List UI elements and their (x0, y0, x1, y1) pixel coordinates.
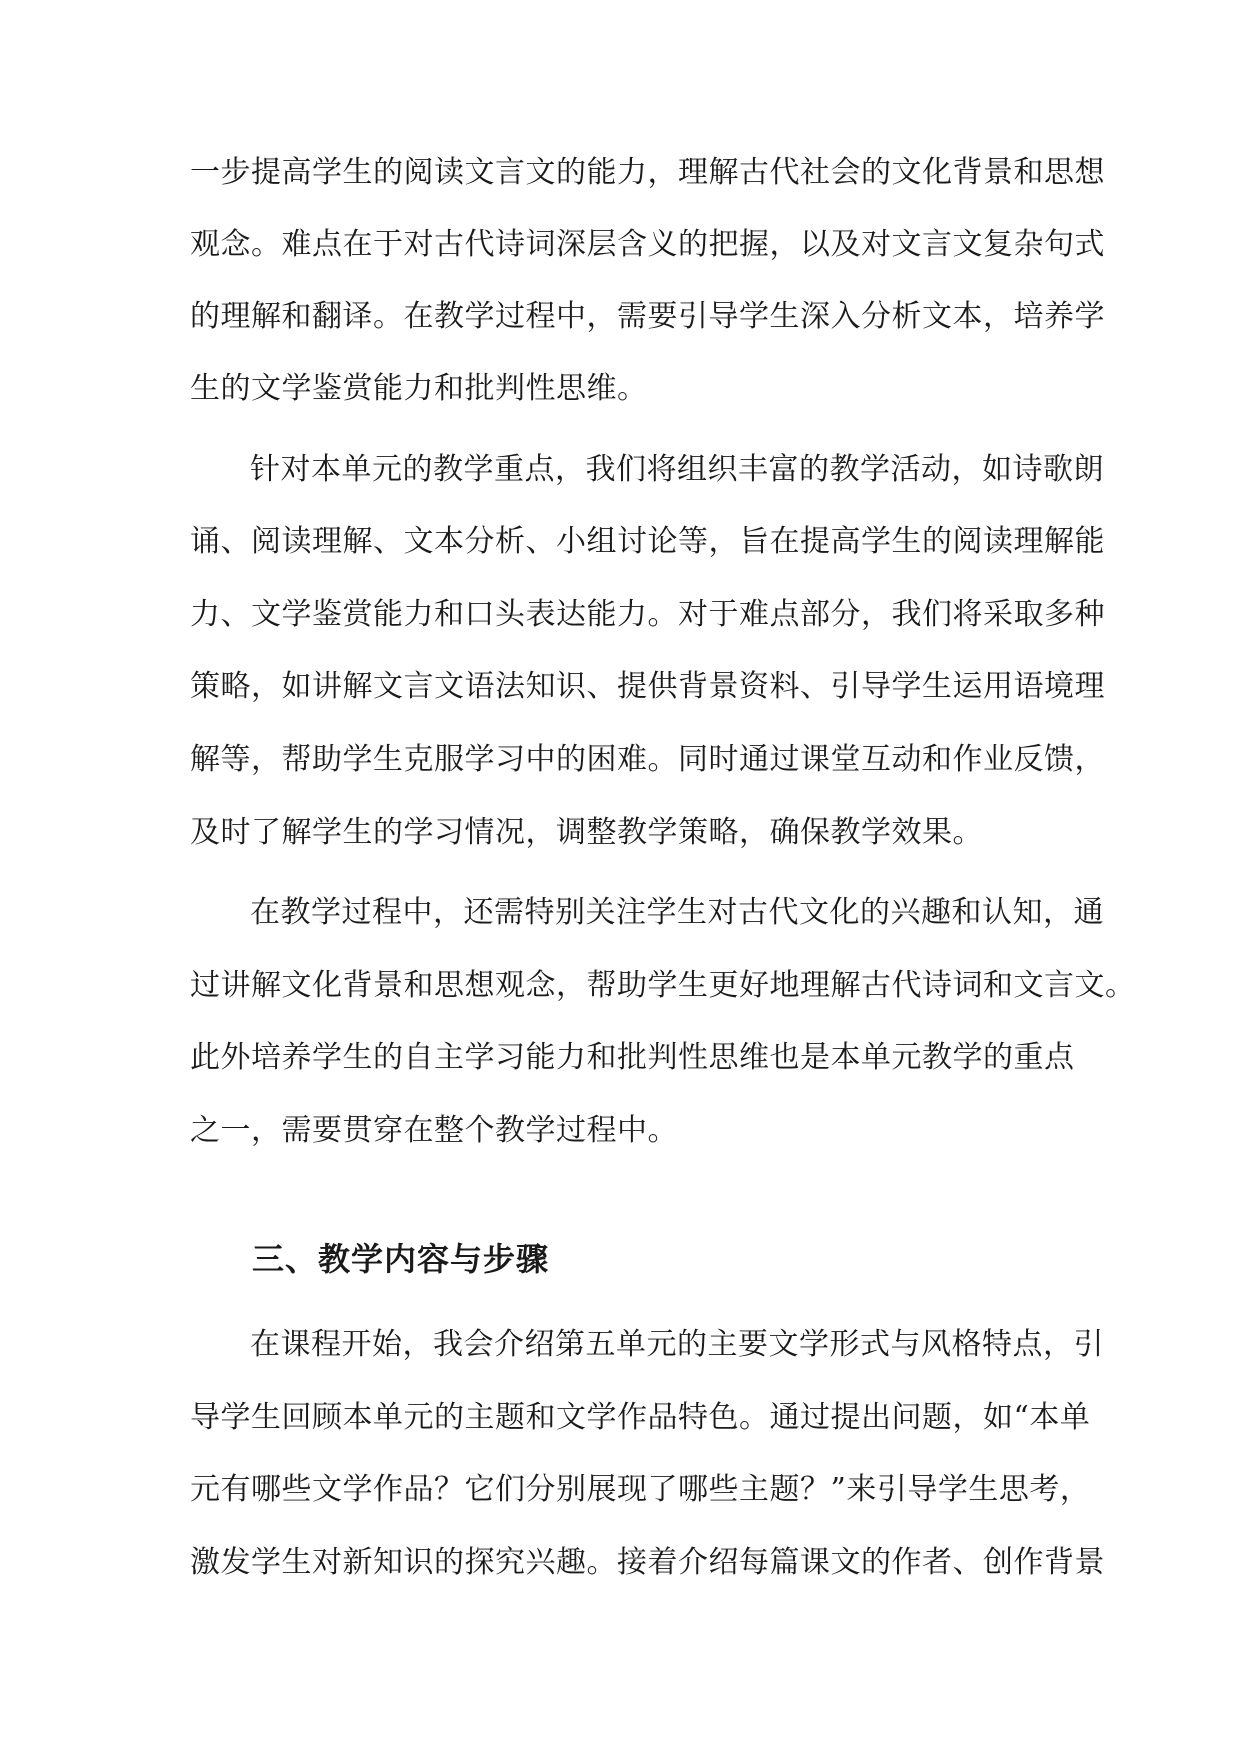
paragraph-2-line-2: 诵、阅读理解、文本分析、小组讨论等，旨在提高学生的阅读理解能 (190, 524, 1105, 559)
paragraph-2-line-6: 及时了解学生的学习情况，调整教学策略，确保教学效果。 (190, 815, 983, 850)
paragraph-3-line-1: 在教学过程中，还需特别关注学生对古代文化的兴趣和认知，通 (250, 895, 1104, 930)
section-paragraph-line-4: 激发学生对新知识的探究兴趣。接着介绍每篇课文的作者、创作背景 (190, 1545, 1105, 1580)
paragraph-3-line-2: 过讲解文化背景和思想观念，帮助学生更好地理解古代诗词和文言文。 (190, 968, 1136, 1003)
paragraph-2-line-1: 针对本单元的教学重点，我们将组织丰富的教学活动，如诗歌朗 (250, 452, 1104, 487)
paragraph-3-line-4: 之一，需要贯穿在整个教学过程中。 (190, 1113, 678, 1148)
paragraph-1-line-3: 的理解和翻译。在教学过程中，需要引导学生深入分析文本，培养学 (190, 299, 1105, 334)
paragraph-1-line-2: 观念。难点在于对古代诗词深层含义的把握，以及对文言文复杂句式 (190, 227, 1105, 262)
paragraph-1-line-1: 一步提高学生的阅读文言文的能力，理解古代社会的文化背景和思想 (190, 155, 1105, 190)
paragraph-3-line-3: 此外培养学生的自主学习能力和批判性思维也是本单元教学的重点 (190, 1040, 1075, 1075)
section-paragraph-line-2: 导学生回顾本单元的主题和文学作品特色。通过提出问题，如“本单 (190, 1400, 1091, 1435)
paragraph-2-line-3: 力、文学鉴赏能力和口头表达能力。对于难点部分，我们将采取多种 (190, 597, 1105, 632)
section-paragraph-line-3: 元有哪些文学作品？它们分别展现了哪些主题？”来引导学生思考， (190, 1472, 1091, 1507)
paragraph-2-line-4: 策略，如讲解文言文语法知识、提供背景资料、引导学生运用语境理 (190, 669, 1105, 704)
paragraph-2-line-5: 解等，帮助学生克服学习中的困难。同时通过课堂互动和作业反馈， (190, 742, 1105, 777)
section-heading: 三、教学内容与步骤 (252, 1240, 550, 1278)
paragraph-1-line-4: 生的文学鉴赏能力和批判性思维。 (190, 371, 648, 406)
section-paragraph-line-1: 在课程开始，我会介绍第五单元的主要文学形式与风格特点，引 (250, 1327, 1104, 1362)
